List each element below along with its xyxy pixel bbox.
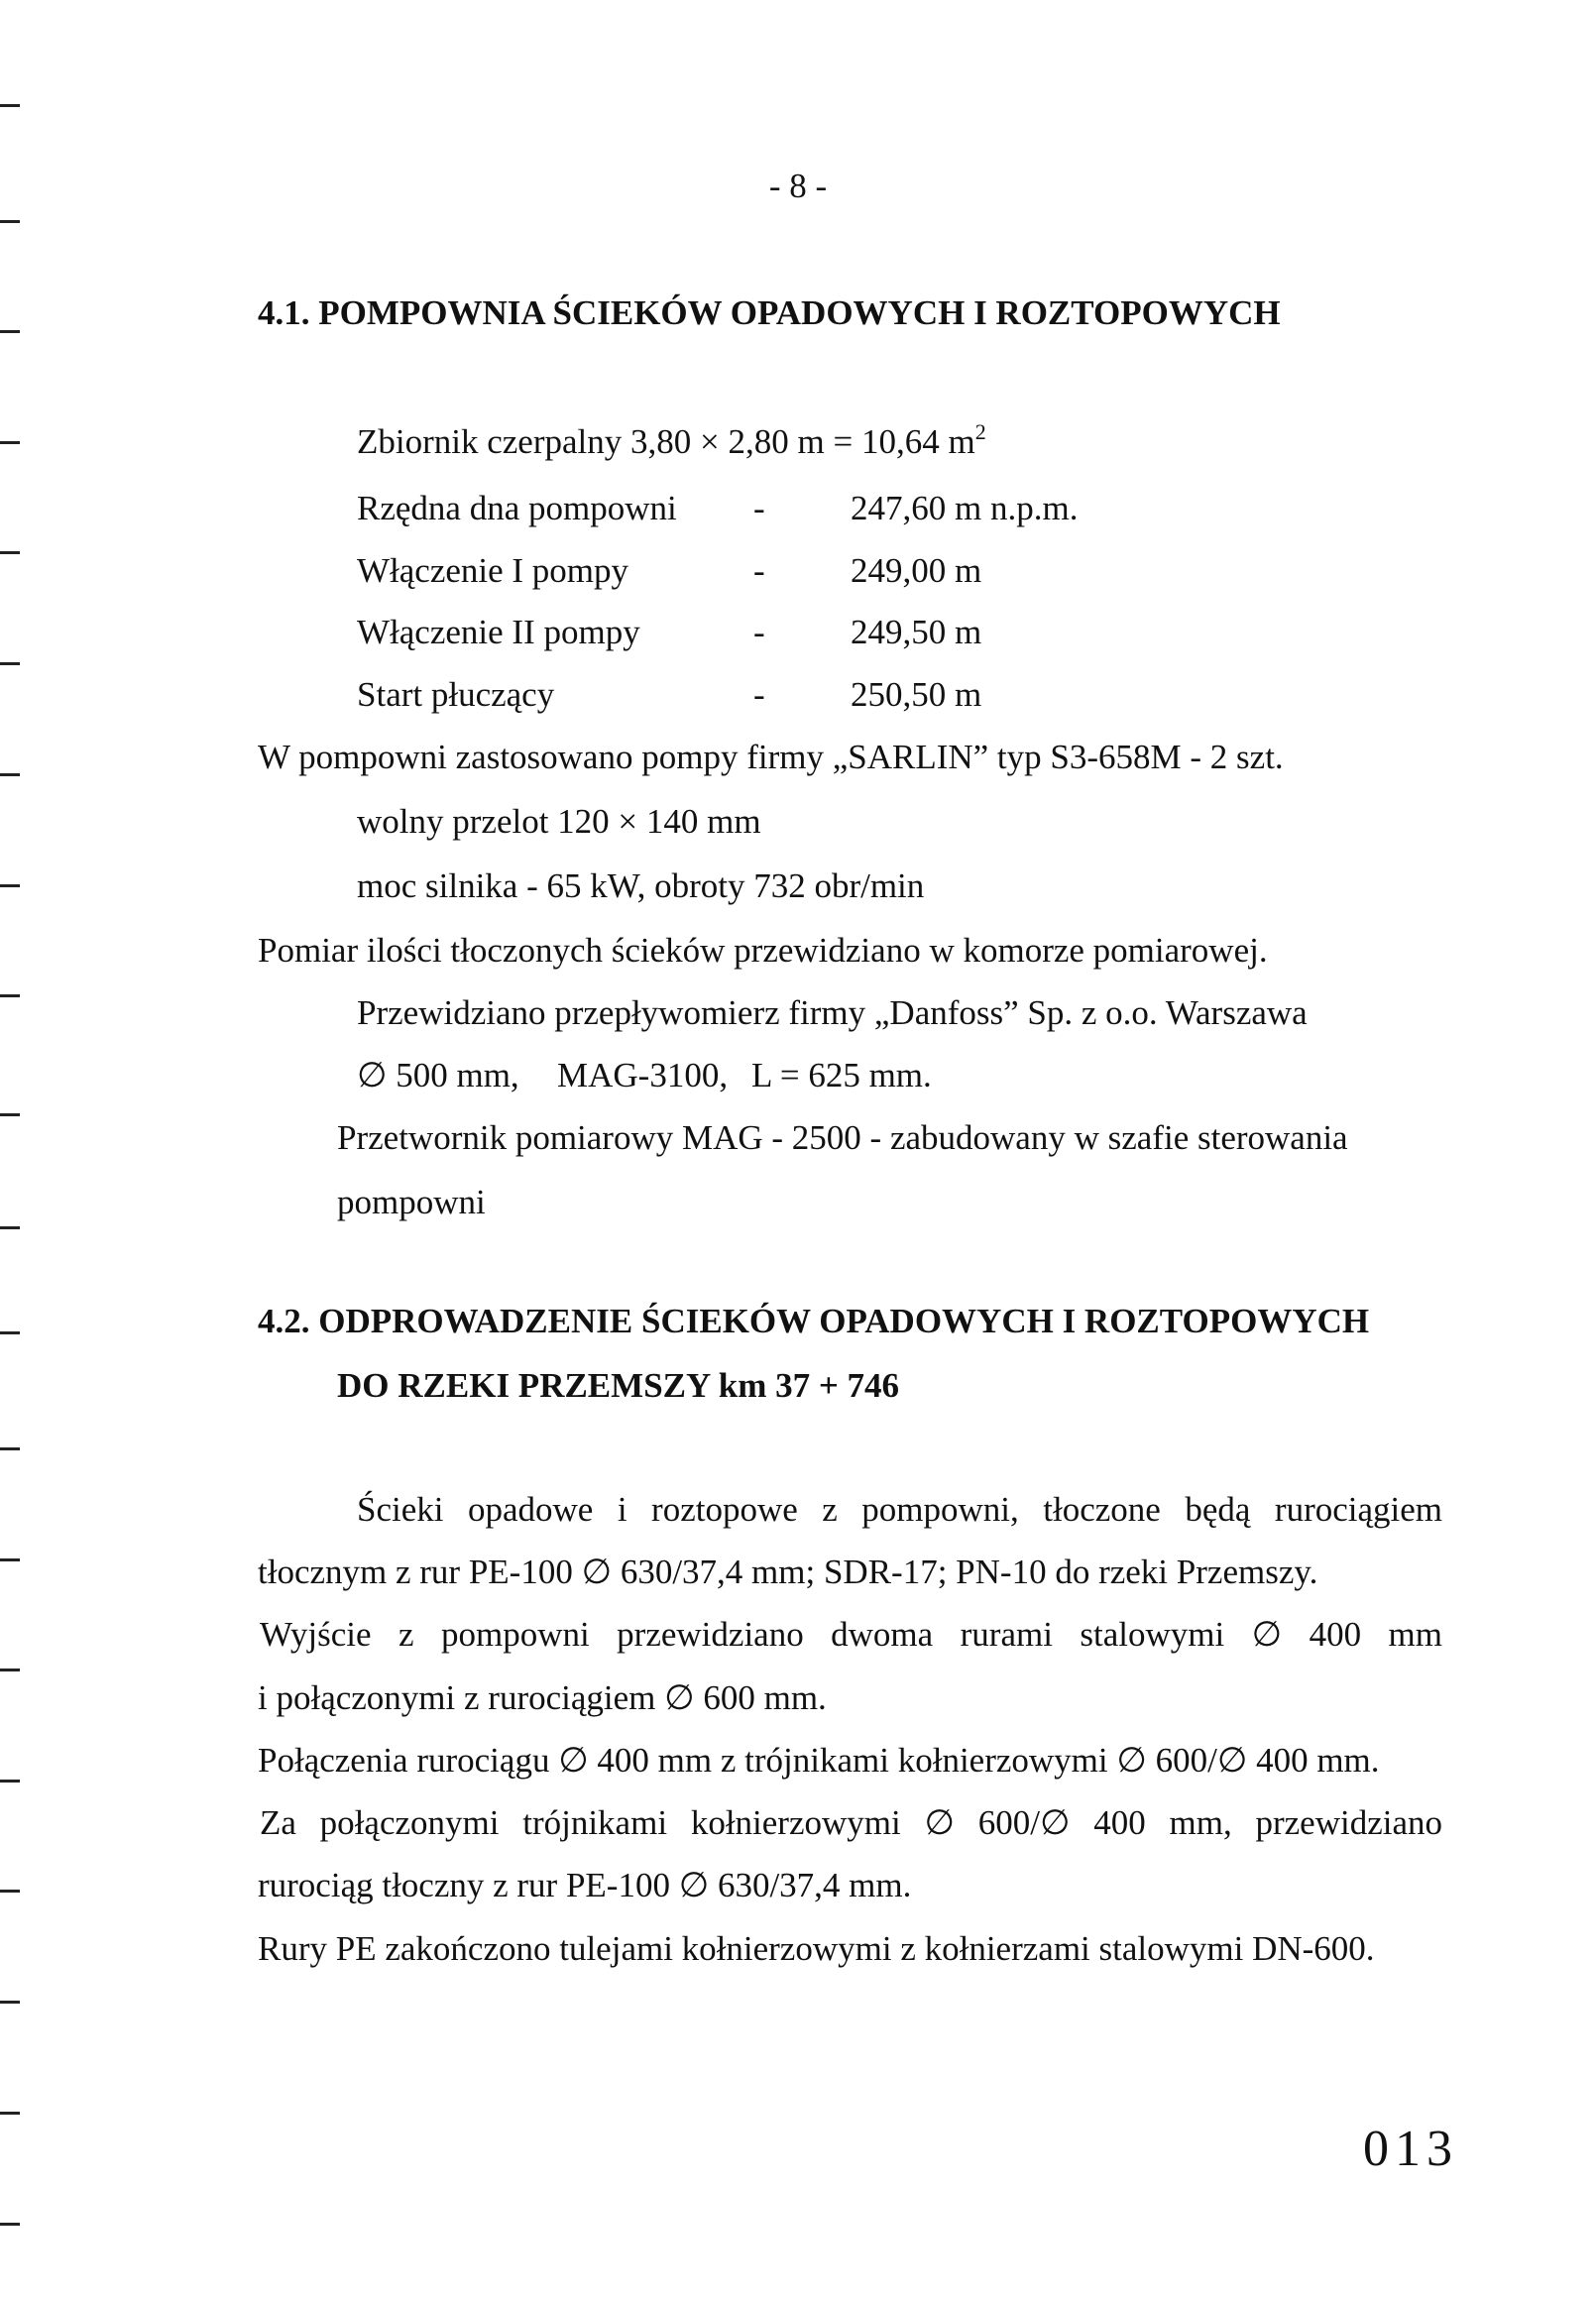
page-number: - 8 - — [768, 167, 828, 205]
level-value: 247,60 m n.p.m. — [851, 489, 1079, 527]
tank-dimensions-superscript: 2 — [974, 419, 986, 444]
binding-mark — [0, 551, 20, 554]
level-value: 249,50 m — [851, 613, 982, 651]
paragraph-line: rurociąg tłoczny z rur PE-100 ∅ 630/37,4 mm. — [258, 1866, 912, 1904]
section-title-4-2: 4.2. ODPROWADZENIE ŚCIEKÓW OPADOWYCH I ROZTOPOWYCH — [258, 1302, 1370, 1340]
pump-detail: wolny przelot 120 × 140 mm — [357, 802, 761, 841]
level-label: Włączenie II pompy — [357, 613, 640, 651]
level-dash: - — [753, 489, 765, 527]
level-label: Start płuczący — [357, 675, 555, 714]
paragraph-line: i połączonymi z rurociągiem ∅ 600 mm. — [258, 1678, 827, 1717]
section-title-4-1: 4.1. POMPOWNIA ŚCIEKÓW OPADOWYCH I ROZTOPOWYCH — [258, 293, 1281, 332]
binding-mark — [0, 2223, 20, 2226]
binding-mark — [0, 1113, 20, 1116]
section-title-4-2-cont: DO RZEKI PRZEMSZY km 37 + 746 — [337, 1366, 900, 1405]
binding-mark — [0, 1780, 20, 1783]
binding-mark — [0, 330, 20, 333]
flowmeter-line: Przewidziano przepływomierz firmy „Danfoss” Sp. z o.o. Warszawa — [357, 993, 1308, 1032]
tank-dimensions-text: Zbiornik czerpalny 3,80 × 2,80 m = 10,64 m — [357, 422, 975, 461]
level-label: Włączenie I pompy — [357, 551, 629, 590]
binding-mark — [0, 1447, 20, 1450]
binding-mark — [0, 220, 20, 223]
binding-mark — [0, 441, 20, 444]
pump-detail: moc silnika - 65 kW, obroty 732 obr/min — [357, 866, 925, 905]
sheet-stamp-number: 013 — [1363, 2121, 1458, 2177]
level-dash: - — [753, 613, 765, 651]
paragraph-line: tłocznym z rur PE-100 ∅ 630/37,4 mm; SDR-17; PN-10 do rzeki Przemszy. — [258, 1553, 1318, 1591]
measure-line: Pomiar ilości tłoczonych ścieków przewidziano w komorze pomiarowej. — [258, 931, 1268, 970]
binding-mark — [0, 2001, 20, 2004]
binding-mark — [0, 662, 20, 665]
transducer-line-cont: pompowni — [337, 1183, 486, 1221]
level-label: Rzędna dna pompowni — [357, 489, 677, 527]
paragraph-line: Ścieki opadowe i roztopowe z pompowni, tłoczone będą rurociągiem — [357, 1490, 1442, 1529]
paragraph-line: Wyjście z pompowni przewidziano dwoma rurami stalowymi ∅ 400 mm — [260, 1615, 1442, 1654]
binding-mark — [0, 994, 20, 997]
binding-mark — [0, 1890, 20, 1893]
binding-mark — [0, 104, 20, 107]
paragraph-line: Połączenia rurociągu ∅ 400 mm z trójnikami kołnierzowymi ∅ 600/∅ 400 mm. — [258, 1741, 1380, 1780]
level-value: 250,50 m — [851, 675, 982, 714]
binding-mark — [0, 1669, 20, 1671]
paragraph-line: Rury PE zakończono tulejami kołnierzowymi z kołnierzami stalowymi DN-600. — [258, 1929, 1375, 1968]
binding-mark — [0, 1331, 20, 1334]
transducer-line: Przetwornik pomiarowy MAG - 2500 - zabudowany w szafie sterowania — [337, 1118, 1348, 1157]
flowmeter-length: L = 625 mm. — [751, 1056, 932, 1094]
binding-mark — [0, 1558, 20, 1561]
binding-mark — [0, 2112, 20, 2115]
pumps-line: W pompowni zastosowano pompy firmy „SARLIN” typ S3-658M - 2 szt. — [258, 738, 1284, 776]
binding-mark — [0, 884, 20, 887]
level-dash: - — [753, 675, 765, 714]
tank-dimensions — [357, 421, 986, 463]
level-dash: - — [753, 551, 765, 590]
binding-mark — [0, 1226, 20, 1229]
flowmeter-model: MAG-3100, — [557, 1056, 729, 1094]
level-value: 249,00 m — [851, 551, 982, 590]
paragraph-line: Za połączonymi trójnikami kołnierzowymi ∅ 600/∅ 400 mm, przewidziano — [260, 1803, 1442, 1842]
binding-mark — [0, 773, 20, 776]
flowmeter-diameter: ∅ 500 mm, — [357, 1056, 519, 1094]
